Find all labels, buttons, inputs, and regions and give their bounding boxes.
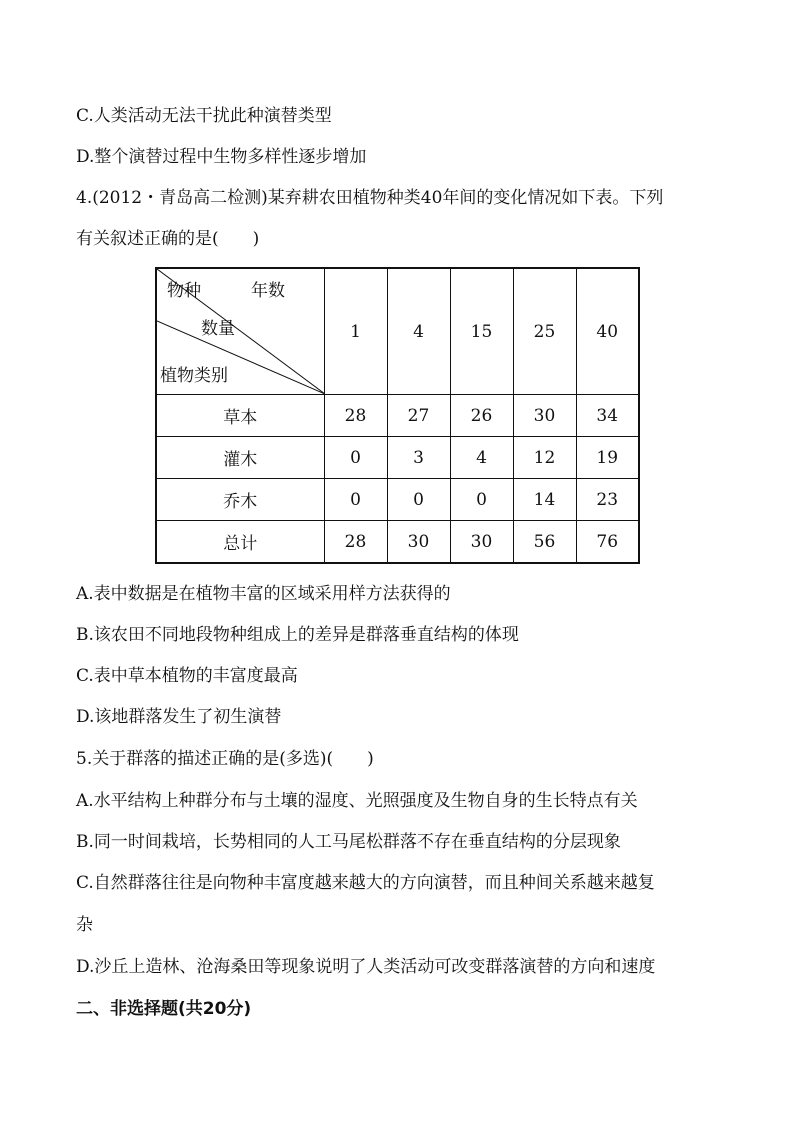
table-cell: 28 — [324, 521, 387, 564]
table-cell: 26 — [450, 395, 513, 437]
table-cell: 19 — [576, 437, 639, 479]
q4-stem-line-1: 4.(2012・青岛高二检测)某弃耕农田植物种类40年间的变化情况如下表。下列 — [76, 188, 664, 208]
row-label-total: 总计 — [156, 521, 324, 564]
table-row — [156, 437, 639, 479]
q3-option-c: C.人类活动无法干扰此种演替类型 — [76, 106, 332, 126]
table-cell: 0 — [387, 479, 450, 521]
table-cell: 30 — [387, 521, 450, 564]
corner-label-years: 年数 — [251, 281, 285, 301]
year-header: 1 — [324, 268, 387, 395]
table-corner-cell — [156, 268, 324, 395]
table-cell: 34 — [576, 395, 639, 437]
table-cell: 0 — [324, 479, 387, 521]
table-cell: 30 — [513, 395, 576, 437]
q5-option-c-line-2: 杂 — [76, 915, 93, 935]
table-row — [156, 395, 639, 437]
row-label-herb: 草本 — [156, 395, 324, 437]
plant-species-table — [155, 267, 640, 564]
year-header: 15 — [450, 268, 513, 395]
q4-option-a: A.表中数据是在植物丰富的区域采用样方法获得的 — [76, 584, 451, 604]
table-cell: 56 — [513, 521, 576, 564]
table-cell: 4 — [450, 437, 513, 479]
table-row — [156, 479, 639, 521]
corner-label-quantity: 数量 — [201, 319, 235, 339]
q4-option-b: B.该农田不同地段物种组成上的差异是群落垂直结构的体现 — [76, 625, 519, 645]
q4-option-c: C.表中草本植物的丰富度最高 — [76, 666, 298, 686]
row-label-tree: 乔木 — [156, 479, 324, 521]
q4-stem-line-2: 有关叙述正确的是( ) — [76, 229, 260, 249]
table-cell: 27 — [387, 395, 450, 437]
table-cell: 14 — [513, 479, 576, 521]
table-row — [156, 521, 639, 564]
q5-stem: 5.关于群落的描述正确的是(多选)( ) — [76, 749, 374, 769]
q5-option-d: D.沙丘上造林、沧海桑田等现象说明了人类活动可改变群落演替的方向和速度 — [76, 957, 656, 977]
q3-option-d: D.整个演替过程中生物多样性逐步增加 — [76, 147, 367, 167]
table-cell: 0 — [324, 437, 387, 479]
q5-option-c-line-1: C.自然群落往往是向物种丰富度越来越大的方向演替，而且种间关系越来越复 — [76, 873, 655, 893]
row-label-shrub: 灌木 — [156, 437, 324, 479]
table-cell: 30 — [450, 521, 513, 564]
table-cell: 28 — [324, 395, 387, 437]
q5-option-b: B.同一时间栽培，长势相同的人工马尾松群落不存在垂直结构的分层现象 — [76, 832, 621, 852]
table-header-row — [156, 268, 639, 395]
section-heading: 二、非选择题(共20分) — [76, 999, 252, 1019]
table-cell: 76 — [576, 521, 639, 564]
table-cell: 23 — [576, 479, 639, 521]
table-cell: 12 — [513, 437, 576, 479]
table-cell: 3 — [387, 437, 450, 479]
year-header: 25 — [513, 268, 576, 395]
q5-option-a: A.水平结构上种群分布与土壤的湿度、光照强度及生物自身的生长特点有关 — [76, 791, 638, 811]
corner-label-species: 物种 — [167, 281, 201, 301]
year-header: 4 — [387, 268, 450, 395]
q4-option-d: D.该地群落发生了初生演替 — [76, 707, 282, 727]
table-cell: 0 — [450, 479, 513, 521]
year-header: 40 — [576, 268, 639, 395]
corner-label-category: 植物类别 — [160, 366, 228, 386]
